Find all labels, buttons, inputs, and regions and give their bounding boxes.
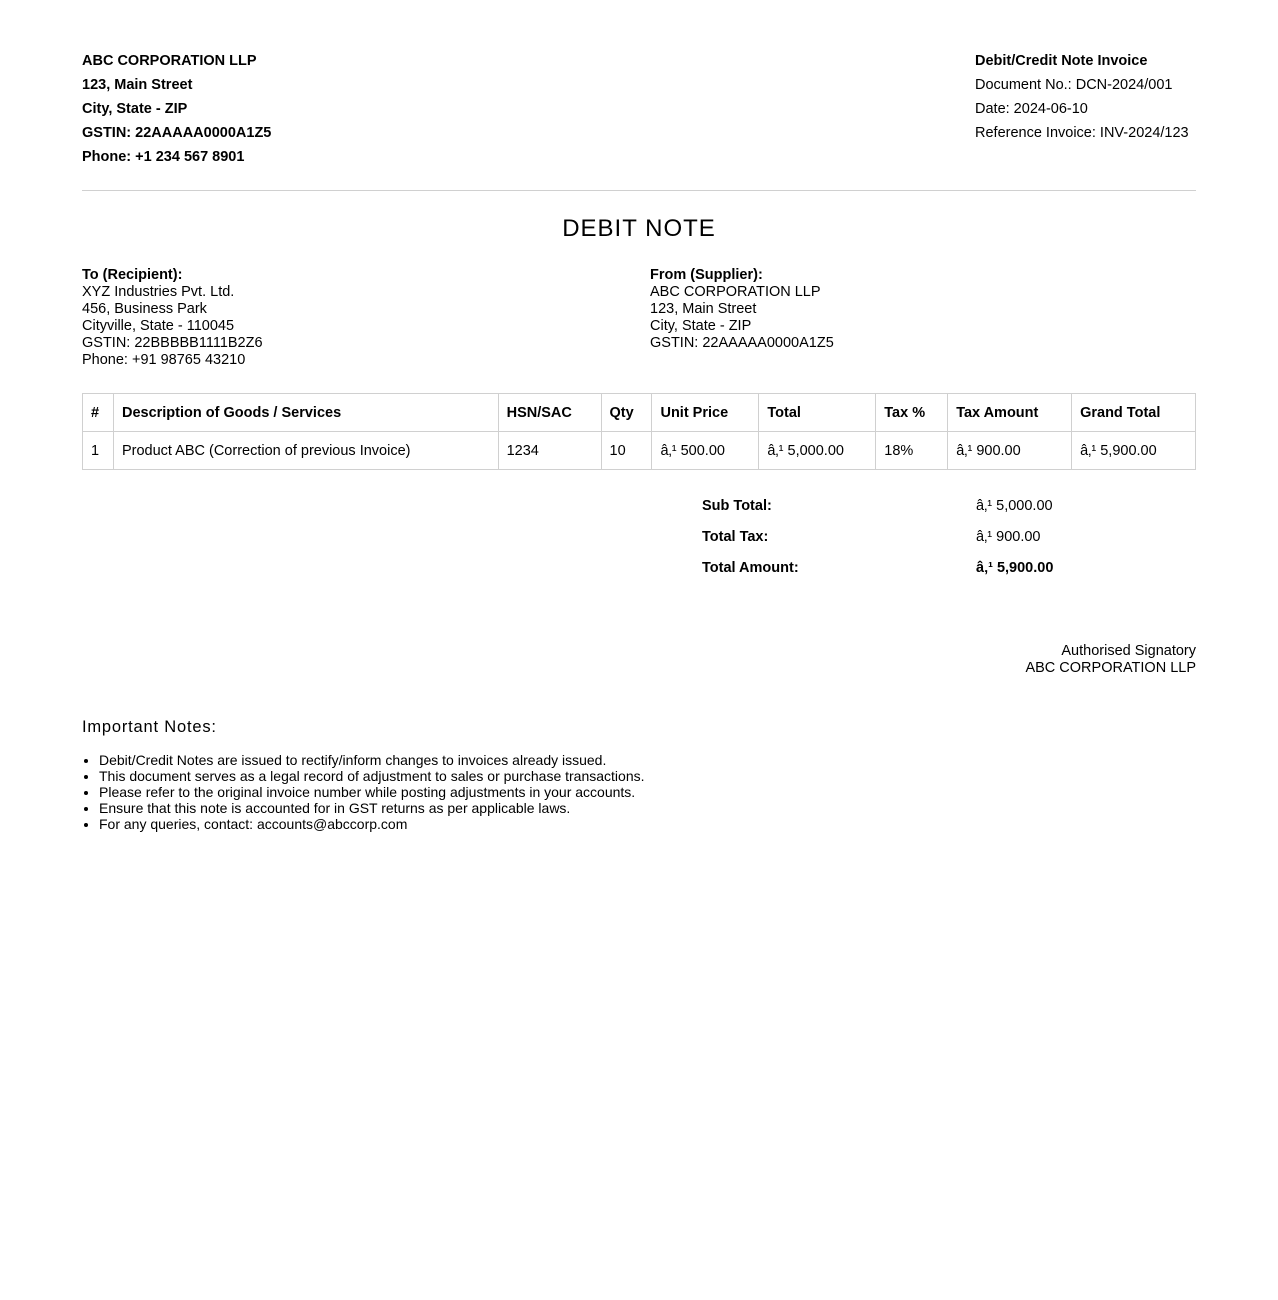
cell-qty: 10 [601, 432, 652, 470]
items-table [82, 393, 1196, 470]
column-header-index: # [83, 394, 114, 432]
list-item: • Debit/Credit Notes are issued to rectify/inform changes to invoices already issued. [99, 752, 645, 768]
recipient-label: To (Recipient): [82, 267, 183, 283]
total-tax-value: â‚¹ 900.00 [976, 529, 1041, 545]
total-tax-label: Total Tax: [702, 529, 769, 545]
list-item: • This document serves as a legal record of adjustment to sales or purchase transactions. [99, 768, 645, 784]
header-divider [82, 190, 1196, 191]
list-item: • Ensure that this note is accounted for in GST returns as per applicable laws. [99, 800, 645, 816]
page-title: DEBIT NOTE [562, 215, 716, 242]
column-header-grand-total: Grand Total [1072, 394, 1196, 432]
company-address-line-1: 123, Main Street [82, 77, 193, 93]
signatory-block [1025, 643, 1196, 677]
column-header-description: Description of Goods / Services [113, 394, 498, 432]
signatory-company: ABC CORPORATION LLP [1025, 660, 1196, 676]
sub-total-value: â‚¹ 5,000.00 [976, 498, 1053, 514]
recipient-block [82, 267, 263, 369]
company-phone: Phone: +1 234 567 8901 [82, 149, 245, 165]
sub-total-label: Sub Total: [702, 498, 772, 514]
document-type-heading: Debit/Credit Note Invoice [975, 53, 1148, 69]
list-item: • Please refer to the original invoice number while posting adjustments in your accounts. [99, 784, 645, 800]
company-address-line-2: City, State - ZIP [82, 101, 188, 117]
company-block [82, 51, 271, 171]
table-header-row [83, 394, 1196, 432]
cell-index: 1 [83, 432, 114, 470]
supplier-address-line-1: 123, Main Street [650, 301, 757, 317]
total-amount-label: Total Amount: [702, 560, 799, 576]
table-row [83, 432, 1196, 470]
notes-heading: Important Notes: [82, 718, 217, 736]
column-header-tax-amount: Tax Amount [948, 394, 1072, 432]
recipient-name: XYZ Industries Pvt. Ltd. [82, 284, 235, 300]
supplier-block [650, 267, 834, 352]
list-item: • For any queries, contact: accounts@abccorp.com [99, 816, 645, 832]
document-date: Date: 2024-06-10 [975, 101, 1088, 117]
recipient-phone: Phone: +91 98765 43210 [82, 352, 246, 368]
column-header-tax-percent: Tax % [876, 394, 948, 432]
column-header-qty: Qty [601, 394, 652, 432]
cell-description: Product ABC (Correction of previous Invoice) [113, 432, 498, 470]
recipient-address-line-1: 456, Business Park [82, 301, 207, 317]
document-number: Document No.: DCN-2024/001 [975, 77, 1173, 93]
column-header-hsn-sac: HSN/SAC [498, 394, 601, 432]
reference-invoice: Reference Invoice: INV-2024/123 [975, 125, 1189, 141]
column-header-unit-price: Unit Price [652, 394, 759, 432]
column-header-total: Total [759, 394, 876, 432]
cell-tax-percent: 18% [876, 432, 948, 470]
cell-tax-amount: â‚¹ 900.00 [948, 432, 1072, 470]
company-name: ABC CORPORATION LLP [82, 53, 257, 69]
notes-list [82, 752, 645, 832]
cell-total: â‚¹ 5,000.00 [759, 432, 876, 470]
cell-grand-total: â‚¹ 5,900.00 [1072, 432, 1196, 470]
recipient-address-line-2: Cityville, State - 110045 [82, 318, 235, 334]
signatory-title: Authorised Signatory [1061, 643, 1196, 659]
recipient-gstin: GSTIN: 22BBBBB1111B2Z6 [82, 335, 263, 351]
document-info-block [975, 51, 1189, 147]
total-amount-value: â‚¹ 5,900.00 [976, 560, 1054, 576]
supplier-label: From (Supplier): [650, 267, 763, 283]
cell-unit-price: â‚¹ 500.00 [652, 432, 759, 470]
cell-hsn-sac: 1234 [498, 432, 601, 470]
supplier-name: ABC CORPORATION LLP [650, 284, 821, 300]
company-gstin: GSTIN: 22AAAAA0000A1Z5 [82, 125, 272, 141]
supplier-gstin: GSTIN: 22AAAAA0000A1Z5 [650, 335, 834, 351]
supplier-address-line-2: City, State - ZIP [650, 318, 752, 334]
